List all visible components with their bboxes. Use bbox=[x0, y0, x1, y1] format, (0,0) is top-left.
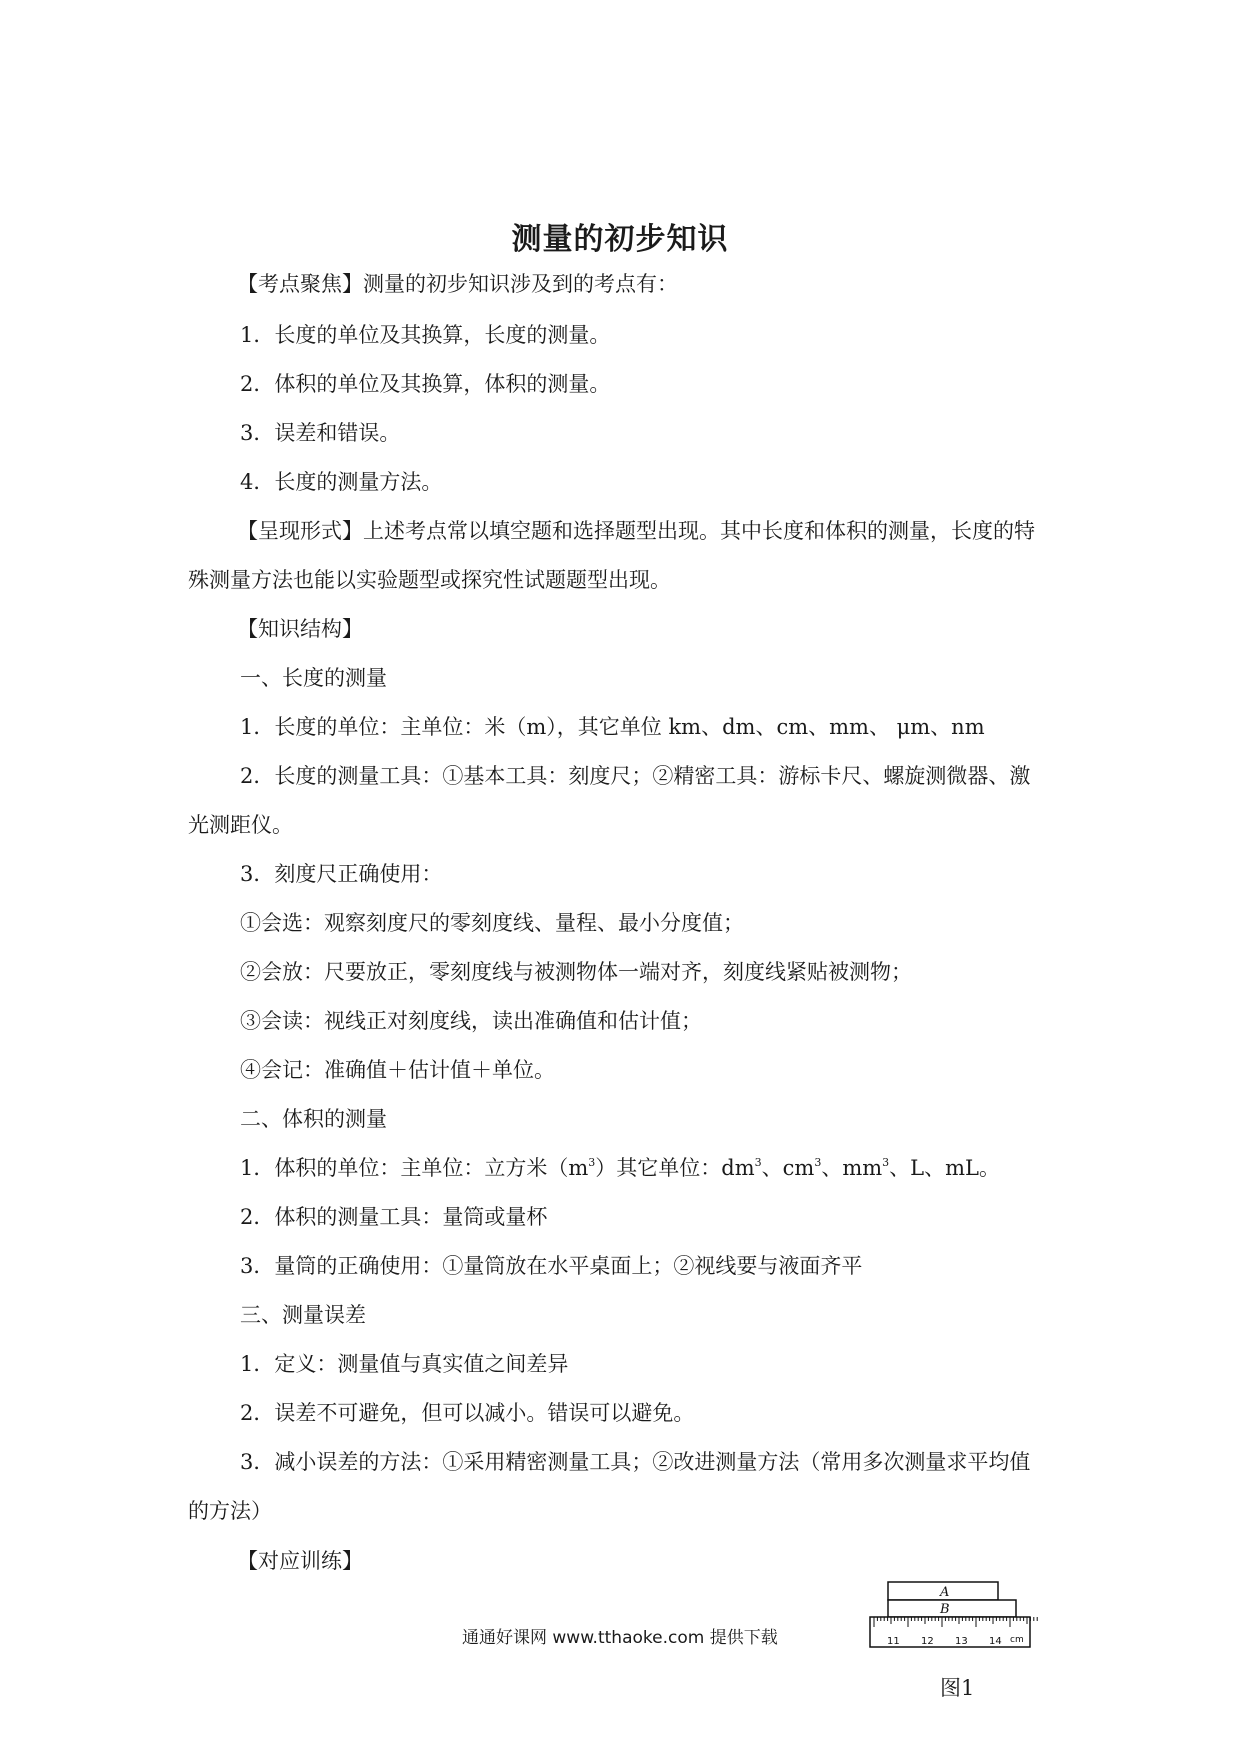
section-2-title: 二、体积的测量 bbox=[240, 1107, 387, 1131]
volume-unit-text: ）其它单位：dm bbox=[595, 1156, 755, 1180]
volume-unit-text: 、mm bbox=[821, 1156, 883, 1180]
block-b bbox=[888, 1600, 1016, 1617]
usage-read: ③会读：视线正对刻度线，读出准确值和估计值； bbox=[240, 1009, 702, 1033]
section-2-item-3: 3．量筒的正确使用：①量筒放在水平桌面上；②视线要与液面齐平 bbox=[240, 1254, 863, 1278]
section-2-item-2: 2．体积的测量工具：量筒或量杯 bbox=[240, 1205, 548, 1229]
superscript: 3 bbox=[588, 1156, 596, 1169]
volume-unit-text: 、L、mL。 bbox=[889, 1156, 1000, 1180]
tick-label-13: 13 bbox=[955, 1636, 968, 1647]
section-2-item-1 bbox=[240, 1154, 1000, 1182]
form-paragraph-line-1 bbox=[237, 517, 1035, 545]
usage-place: ②会放：尺要放正，零刻度线与被测物体一端对齐，刻度线紧贴被测物； bbox=[240, 960, 912, 984]
focus-item-2: 2．体积的单位及其换算，体积的测量。 bbox=[240, 372, 611, 396]
focus-item-4: 4．长度的测量方法。 bbox=[240, 470, 443, 494]
form-paragraph-line-2: 殊测量方法也能以实验题型或探究性试题题型出现。 bbox=[188, 568, 671, 592]
tick-label-11: 11 bbox=[887, 1636, 900, 1647]
section-3-title: 三、测量误差 bbox=[240, 1303, 366, 1327]
section-1-item-2a: 2．长度的测量工具：①基本工具：刻度尺；②精密工具：游标卡尺、螺旋测微器、激 bbox=[240, 764, 1031, 788]
unit-label: cm bbox=[1010, 1635, 1024, 1645]
focus-text: 测量的初步知识涉及到的考点有： bbox=[363, 272, 678, 296]
superscript: 3 bbox=[754, 1156, 762, 1169]
footer-source: 通通好课网 www.tthaoke.com 提供下载 bbox=[462, 1628, 778, 1648]
form-text-1: 上述考点常以填空题和选择题型出现。其中长度和体积的测量，长度的特 bbox=[363, 519, 1035, 543]
figure-caption: 图1 bbox=[940, 1676, 975, 1700]
section-3-item-3b: 的方法） bbox=[188, 1499, 272, 1523]
block-a-label: A bbox=[940, 1585, 950, 1600]
usage-select: ①会选：观察刻度尺的零刻度线、量程、最小分度值； bbox=[240, 911, 744, 935]
ruler-figure bbox=[860, 1572, 1040, 1682]
focus-paragraph bbox=[237, 270, 678, 298]
page-title: 测量的初步知识 bbox=[511, 222, 729, 257]
training-heading: 【对应训练】 bbox=[237, 1549, 363, 1573]
volume-unit-text: 1．体积的单位：主单位：立方米（m bbox=[240, 1156, 589, 1180]
block-b-label: B bbox=[940, 1602, 950, 1617]
section-1-title: 一、长度的测量 bbox=[240, 666, 387, 690]
focus-item-3: 3．误差和错误。 bbox=[240, 421, 401, 445]
tick-label-14: 14 bbox=[989, 1636, 1002, 1647]
section-1-item-1: 1．长度的单位：主单位：米（m），其它单位 km、dm、cm、mm、 μm、nm bbox=[240, 715, 985, 739]
volume-unit-text: 、cm bbox=[761, 1156, 815, 1180]
section-1-item-3: 3．刻度尺正确使用： bbox=[240, 862, 443, 886]
usage-record: ④会记：准确值＋估计值＋单位。 bbox=[240, 1058, 555, 1082]
focus-heading: 【考点聚焦】 bbox=[237, 272, 363, 296]
section-3-item-2: 2．误差不可避免，但可以减小。错误可以避免。 bbox=[240, 1401, 695, 1425]
section-3-item-3a: 3．减小误差的方法：①采用精密测量工具；②改进测量方法（常用多次测量求平均值 bbox=[240, 1450, 1031, 1474]
form-heading: 【呈现形式】 bbox=[237, 519, 363, 543]
tick-label-12: 12 bbox=[921, 1636, 934, 1647]
focus-item-1: 1．长度的单位及其换算，长度的测量。 bbox=[240, 323, 611, 347]
superscript: 3 bbox=[814, 1156, 822, 1169]
section-1-item-2b: 光测距仪。 bbox=[188, 813, 293, 837]
structure-heading: 【知识结构】 bbox=[237, 617, 363, 641]
superscript: 3 bbox=[882, 1156, 890, 1169]
section-3-item-1: 1．定义：测量值与真实值之间差异 bbox=[240, 1352, 569, 1376]
